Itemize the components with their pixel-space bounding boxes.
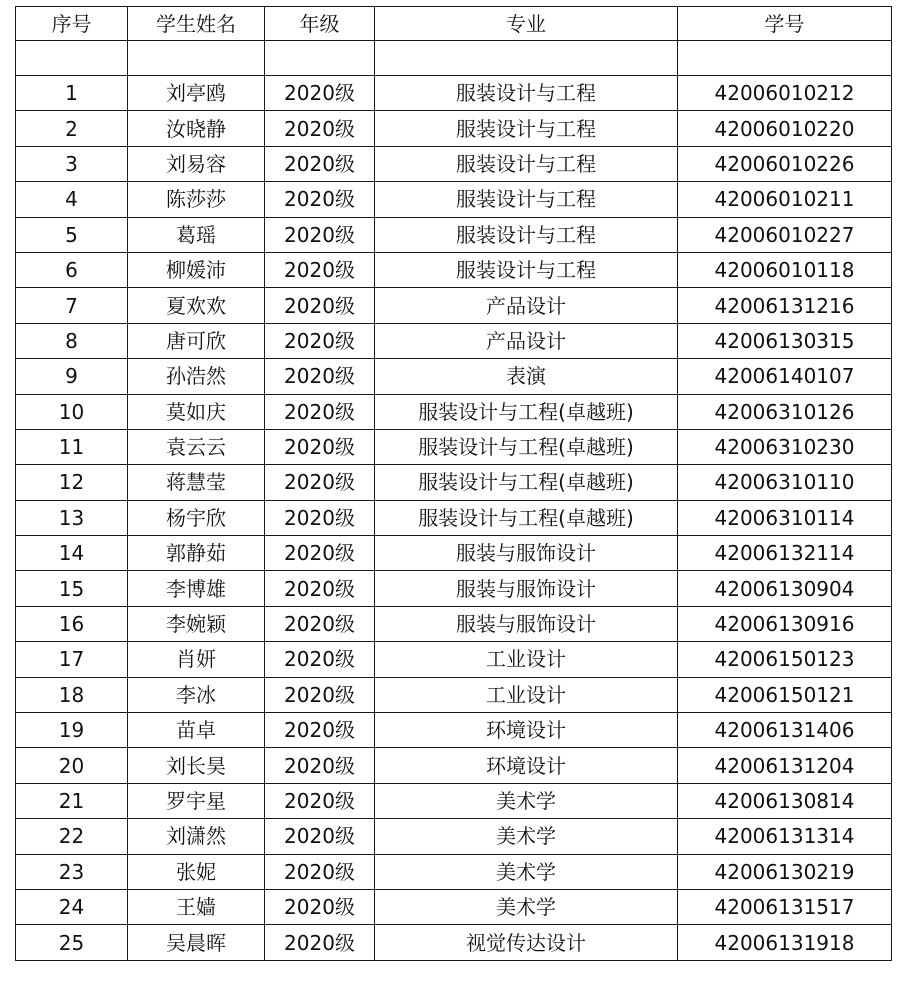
cell-grade: 2020级 bbox=[265, 111, 375, 146]
cell-student-name: 孙浩然 bbox=[128, 359, 265, 394]
cell-major: 环境设计 bbox=[375, 748, 678, 783]
cell-major: 美术学 bbox=[375, 783, 678, 818]
cell-student-name: 王嫱 bbox=[128, 889, 265, 924]
cell-index: 20 bbox=[16, 748, 128, 783]
cell-student-id: 42006130219 bbox=[678, 854, 892, 889]
table-row bbox=[16, 323, 892, 358]
cell-major: 服装设计与工程 bbox=[375, 252, 678, 287]
cell-major: 服装设计与工程 bbox=[375, 146, 678, 181]
empty-cell bbox=[678, 41, 892, 76]
table-row bbox=[16, 146, 892, 181]
cell-student-id: 42006131406 bbox=[678, 713, 892, 748]
table-row bbox=[16, 606, 892, 641]
cell-major: 工业设计 bbox=[375, 677, 678, 712]
cell-student-id: 42006130814 bbox=[678, 783, 892, 818]
cell-index: 18 bbox=[16, 677, 128, 712]
table-row bbox=[16, 889, 892, 924]
cell-grade: 2020级 bbox=[265, 889, 375, 924]
table-row bbox=[16, 111, 892, 146]
student-roster-sheet bbox=[15, 6, 891, 961]
cell-major: 工业设计 bbox=[375, 642, 678, 677]
cell-major: 服装设计与工程(卓越班) bbox=[375, 429, 678, 464]
cell-major: 服装设计与工程(卓越班) bbox=[375, 500, 678, 535]
cell-major: 美术学 bbox=[375, 889, 678, 924]
cell-major: 产品设计 bbox=[375, 323, 678, 358]
cell-student-id: 42006132114 bbox=[678, 536, 892, 571]
cell-student-name: 吴晨晖 bbox=[128, 925, 265, 960]
table-row bbox=[16, 642, 892, 677]
cell-index: 23 bbox=[16, 854, 128, 889]
cell-grade: 2020级 bbox=[265, 642, 375, 677]
cell-grade: 2020级 bbox=[265, 429, 375, 464]
cell-student-name: 李博雄 bbox=[128, 571, 265, 606]
header-grade: 年级 bbox=[265, 7, 375, 41]
cell-grade: 2020级 bbox=[265, 677, 375, 712]
cell-grade: 2020级 bbox=[265, 465, 375, 500]
table-row bbox=[16, 713, 892, 748]
cell-student-id: 42006010220 bbox=[678, 111, 892, 146]
cell-student-name: 刘潇然 bbox=[128, 819, 265, 854]
cell-student-name: 夏欢欢 bbox=[128, 288, 265, 323]
table-row bbox=[16, 465, 892, 500]
cell-major: 美术学 bbox=[375, 819, 678, 854]
cell-student-name: 张妮 bbox=[128, 854, 265, 889]
cell-index: 21 bbox=[16, 783, 128, 818]
cell-major: 美术学 bbox=[375, 854, 678, 889]
cell-major: 服装设计与工程(卓越班) bbox=[375, 465, 678, 500]
table-row bbox=[16, 748, 892, 783]
cell-major: 服装与服饰设计 bbox=[375, 606, 678, 641]
header-index: 序号 bbox=[16, 7, 128, 41]
cell-index: 7 bbox=[16, 288, 128, 323]
student-roster-table bbox=[15, 6, 892, 961]
cell-index: 10 bbox=[16, 394, 128, 429]
cell-index: 16 bbox=[16, 606, 128, 641]
cell-grade: 2020级 bbox=[265, 854, 375, 889]
header-major: 专业 bbox=[375, 7, 678, 41]
cell-student-name: 蒋慧莹 bbox=[128, 465, 265, 500]
cell-major: 服装设计与工程(卓越班) bbox=[375, 394, 678, 429]
cell-student-name: 苗卓 bbox=[128, 713, 265, 748]
table-row bbox=[16, 854, 892, 889]
cell-student-id: 42006150121 bbox=[678, 677, 892, 712]
cell-index: 22 bbox=[16, 819, 128, 854]
cell-student-name: 葛瑶 bbox=[128, 217, 265, 252]
cell-major: 视觉传达设计 bbox=[375, 925, 678, 960]
cell-major: 环境设计 bbox=[375, 713, 678, 748]
cell-student-id: 42006130916 bbox=[678, 606, 892, 641]
cell-index: 25 bbox=[16, 925, 128, 960]
cell-major: 服装设计与工程 bbox=[375, 76, 678, 111]
cell-grade: 2020级 bbox=[265, 748, 375, 783]
cell-student-id: 42006131204 bbox=[678, 748, 892, 783]
cell-student-name: 袁云云 bbox=[128, 429, 265, 464]
cell-student-id: 42006010226 bbox=[678, 146, 892, 181]
empty-cell bbox=[128, 41, 265, 76]
cell-student-id: 42006130315 bbox=[678, 323, 892, 358]
cell-student-id: 42006310114 bbox=[678, 500, 892, 535]
empty-row bbox=[16, 41, 892, 76]
cell-grade: 2020级 bbox=[265, 288, 375, 323]
cell-student-id: 42006010227 bbox=[678, 217, 892, 252]
cell-student-id: 42006010211 bbox=[678, 182, 892, 217]
table-row bbox=[16, 394, 892, 429]
cell-major: 服装设计与工程 bbox=[375, 217, 678, 252]
cell-major: 产品设计 bbox=[375, 288, 678, 323]
cell-grade: 2020级 bbox=[265, 323, 375, 358]
cell-student-id: 42006131314 bbox=[678, 819, 892, 854]
cell-student-name: 李冰 bbox=[128, 677, 265, 712]
cell-grade: 2020级 bbox=[265, 252, 375, 287]
cell-student-name: 刘易容 bbox=[128, 146, 265, 181]
cell-index: 9 bbox=[16, 359, 128, 394]
empty-cell bbox=[16, 41, 128, 76]
cell-student-name: 刘亭鸥 bbox=[128, 76, 265, 111]
empty-cell bbox=[265, 41, 375, 76]
cell-student-id: 42006131918 bbox=[678, 925, 892, 960]
table-row bbox=[16, 783, 892, 818]
cell-index: 14 bbox=[16, 536, 128, 571]
cell-student-id: 42006010212 bbox=[678, 76, 892, 111]
cell-grade: 2020级 bbox=[265, 359, 375, 394]
cell-grade: 2020级 bbox=[265, 783, 375, 818]
cell-grade: 2020级 bbox=[265, 76, 375, 111]
table-row bbox=[16, 536, 892, 571]
cell-student-name: 罗宇星 bbox=[128, 783, 265, 818]
cell-student-name: 汝晓静 bbox=[128, 111, 265, 146]
cell-grade: 2020级 bbox=[265, 500, 375, 535]
table-row bbox=[16, 76, 892, 111]
cell-major: 服装与服饰设计 bbox=[375, 536, 678, 571]
cell-student-name: 莫如庆 bbox=[128, 394, 265, 429]
header-student-id: 学号 bbox=[678, 7, 892, 41]
cell-student-name: 肖妍 bbox=[128, 642, 265, 677]
table-row bbox=[16, 500, 892, 535]
cell-major: 表演 bbox=[375, 359, 678, 394]
empty-cell bbox=[375, 41, 678, 76]
cell-index: 12 bbox=[16, 465, 128, 500]
cell-index: 3 bbox=[16, 146, 128, 181]
cell-student-id: 42006131517 bbox=[678, 889, 892, 924]
table-header-row bbox=[16, 7, 892, 41]
cell-index: 17 bbox=[16, 642, 128, 677]
cell-student-name: 郭静茹 bbox=[128, 536, 265, 571]
cell-grade: 2020级 bbox=[265, 819, 375, 854]
cell-grade: 2020级 bbox=[265, 606, 375, 641]
cell-student-id: 42006310230 bbox=[678, 429, 892, 464]
cell-index: 15 bbox=[16, 571, 128, 606]
cell-grade: 2020级 bbox=[265, 925, 375, 960]
table-row bbox=[16, 429, 892, 464]
table-row bbox=[16, 571, 892, 606]
cell-grade: 2020级 bbox=[265, 146, 375, 181]
cell-student-id: 42006310110 bbox=[678, 465, 892, 500]
table-row bbox=[16, 677, 892, 712]
cell-major: 服装设计与工程 bbox=[375, 182, 678, 217]
table-body bbox=[16, 41, 892, 961]
cell-grade: 2020级 bbox=[265, 182, 375, 217]
table-row bbox=[16, 359, 892, 394]
cell-student-name: 刘长昊 bbox=[128, 748, 265, 783]
cell-index: 13 bbox=[16, 500, 128, 535]
table-row bbox=[16, 288, 892, 323]
cell-index: 2 bbox=[16, 111, 128, 146]
cell-student-id: 42006010118 bbox=[678, 252, 892, 287]
cell-grade: 2020级 bbox=[265, 536, 375, 571]
table-row bbox=[16, 819, 892, 854]
cell-student-id: 42006310126 bbox=[678, 394, 892, 429]
cell-grade: 2020级 bbox=[265, 571, 375, 606]
cell-index: 1 bbox=[16, 76, 128, 111]
table-row bbox=[16, 925, 892, 960]
cell-student-name: 柳媛沛 bbox=[128, 252, 265, 287]
cell-student-id: 42006140107 bbox=[678, 359, 892, 394]
cell-major: 服装与服饰设计 bbox=[375, 571, 678, 606]
table-row bbox=[16, 182, 892, 217]
cell-index: 24 bbox=[16, 889, 128, 924]
table-row bbox=[16, 252, 892, 287]
cell-student-name: 杨宇欣 bbox=[128, 500, 265, 535]
cell-grade: 2020级 bbox=[265, 217, 375, 252]
cell-index: 19 bbox=[16, 713, 128, 748]
cell-student-name: 陈莎莎 bbox=[128, 182, 265, 217]
cell-index: 4 bbox=[16, 182, 128, 217]
cell-index: 6 bbox=[16, 252, 128, 287]
cell-student-id: 42006131216 bbox=[678, 288, 892, 323]
cell-student-name: 李婉颖 bbox=[128, 606, 265, 641]
table-row bbox=[16, 217, 892, 252]
cell-index: 5 bbox=[16, 217, 128, 252]
cell-grade: 2020级 bbox=[265, 394, 375, 429]
header-student-name: 学生姓名 bbox=[128, 7, 265, 41]
cell-student-id: 42006150123 bbox=[678, 642, 892, 677]
cell-index: 11 bbox=[16, 429, 128, 464]
cell-grade: 2020级 bbox=[265, 713, 375, 748]
cell-student-id: 42006130904 bbox=[678, 571, 892, 606]
cell-index: 8 bbox=[16, 323, 128, 358]
cell-student-name: 唐可欣 bbox=[128, 323, 265, 358]
cell-major: 服装设计与工程 bbox=[375, 111, 678, 146]
